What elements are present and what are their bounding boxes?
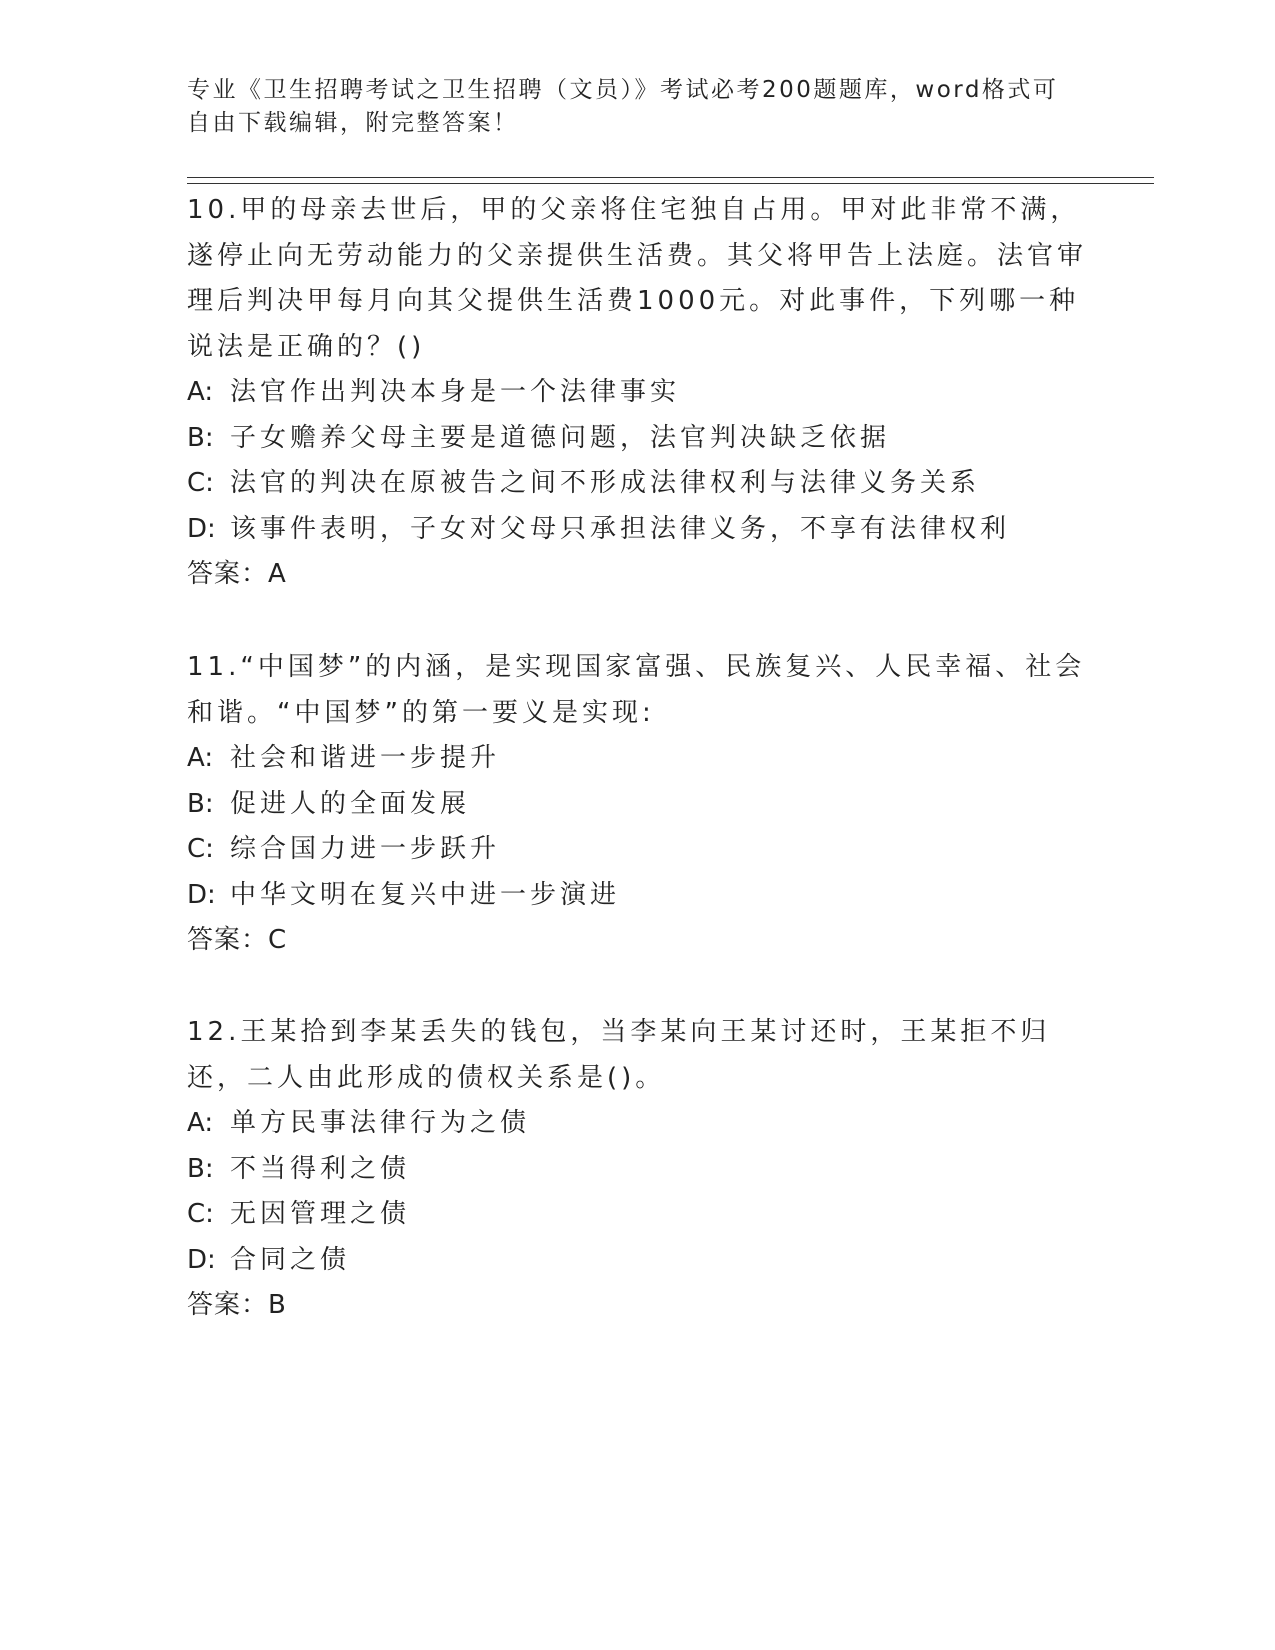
question-10 <box>187 188 1087 598</box>
option-text: 中华文明在复兴中进一步演进 <box>230 879 621 910</box>
option-text: 单方民事法律行为之债 <box>230 1108 531 1138</box>
option-a <box>187 370 1087 416</box>
option-letter: D: <box>187 1244 216 1275</box>
option-letter: C: <box>187 1199 214 1229</box>
document-header: 专业《卫生招聘考试之卫生招聘（文员）》考试必考200题题库，word格式可自由下载编辑，附完整答案！ <box>187 77 1059 136</box>
option-letter: B: <box>187 422 214 453</box>
option-a <box>187 736 1087 782</box>
option-letter: B: <box>187 1153 214 1184</box>
option-letter: D: <box>187 879 216 910</box>
option-text: 子女赡养父母主要是道德问题，法官判决缺乏依据 <box>230 422 891 453</box>
question-stem: 10.甲的母亲去世后，甲的父亲将住宅独自占用。甲对此非常不满，遂停止向无劳动能力的父亲提供生活费。其父将甲告上法庭。法官审理后判决甲每月向其父提供生活费1000元。对此事件，下列哪一种说法是正确的？() <box>187 195 1088 362</box>
option-letter: C: <box>187 468 214 498</box>
answer-line: 答案：C <box>187 925 288 955</box>
option-c <box>187 1192 1087 1238</box>
option-text: 法官的判决在原被告之间不形成法律权利与法律义务关系 <box>230 468 981 498</box>
option-text: 综合国力进一步跃升 <box>230 834 501 864</box>
option-text: 社会和谐进一步提升 <box>230 743 501 773</box>
option-text: 该事件表明，子女对父母只承担法律义务，不享有法律权利 <box>230 513 1011 544</box>
option-c <box>187 827 1087 873</box>
option-c <box>187 461 1087 507</box>
option-text: 合同之债 <box>230 1244 351 1275</box>
option-letter: A: <box>187 1108 214 1138</box>
option-text: 法官作出判决本身是一个法律事实 <box>230 377 681 407</box>
option-d <box>187 1238 1087 1284</box>
header-divider-bottom <box>187 183 1154 184</box>
option-text: 不当得利之债 <box>230 1153 411 1184</box>
question-12 <box>187 1010 1087 1329</box>
option-a <box>187 1101 1087 1147</box>
question-stem: 11.“中国梦”的内涵，是实现国家富强、民族复兴、人民幸福、社会和谐。“中国梦”的第一要义是实现: <box>187 652 1086 728</box>
option-letter: C: <box>187 834 214 864</box>
option-letter: B: <box>187 788 214 819</box>
question-11 <box>187 645 1087 964</box>
option-b <box>187 1147 1087 1193</box>
header-divider-top <box>187 177 1154 178</box>
answer-line: 答案：A <box>187 559 287 589</box>
option-letter: A: <box>187 743 214 773</box>
option-d <box>187 873 1087 919</box>
option-letter: A: <box>187 377 214 407</box>
option-b <box>187 782 1087 828</box>
question-stem: 12.王某拾到李某丢失的钱包，当李某向王某讨还时，王某拒不归还，二人由此形成的债权关系是()。 <box>187 1017 1051 1093</box>
option-d <box>187 507 1087 553</box>
option-b <box>187 416 1087 462</box>
option-text: 无因管理之债 <box>230 1199 411 1229</box>
option-letter: D: <box>187 513 216 544</box>
option-text: 促进人的全面发展 <box>230 788 471 819</box>
answer-line: 答案：B <box>187 1290 287 1320</box>
